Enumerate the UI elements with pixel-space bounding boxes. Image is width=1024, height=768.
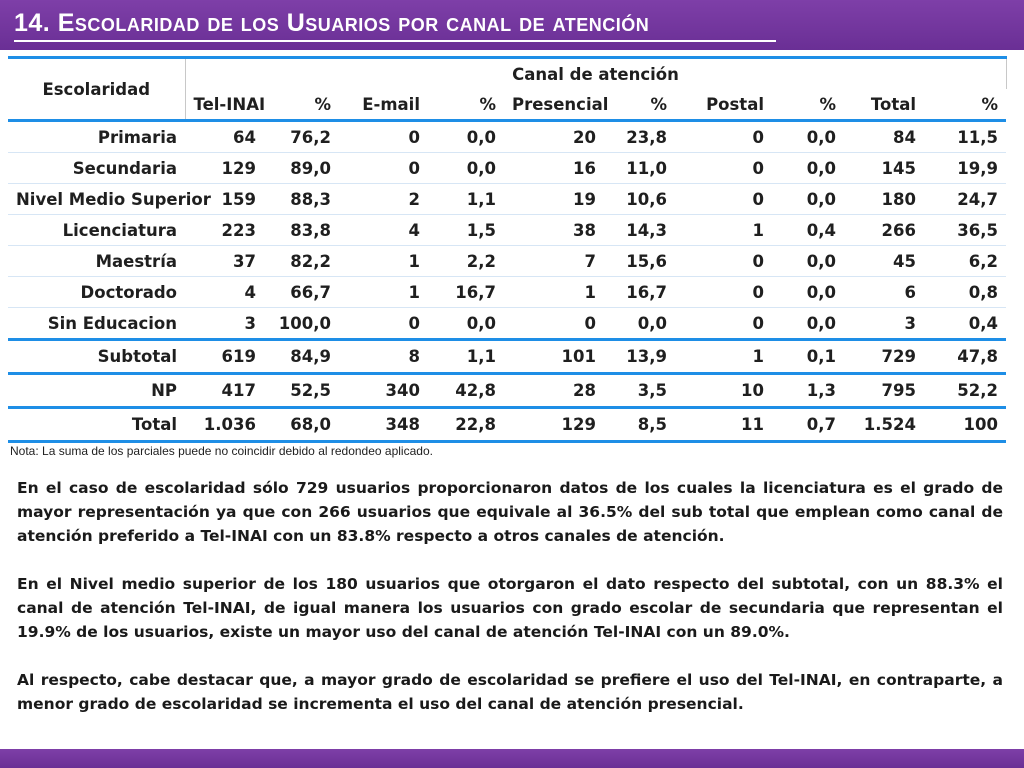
row-label: Subtotal (8, 340, 185, 374)
row-label: Nivel Medio Superior (8, 184, 185, 215)
table-cell: 0 (675, 277, 772, 308)
table-cell: 24,7 (924, 184, 1006, 215)
table-cell: 7 (504, 246, 604, 277)
table-cell: 1,5 (428, 215, 504, 246)
table-cell: 100,0 (278, 313, 331, 333)
table-cell: 0,0 (772, 246, 844, 277)
table-cell: 417 (185, 374, 264, 408)
paragraph-nivel-medio: En el Nivel medio superior de los 180 usuarios que otorgaron el dato respecto del subtotal, con un 88.3% el canal de atención Tel-INAI, de igual manera los usuarios con grado escolar de secundaria que representan el 19.9% de los usuarios, existe un mayor uso del canal de atención Tel-INAI con un 89.0%. (17, 575, 1003, 641)
header-escolaridad: Escolaridad (8, 58, 185, 121)
table-cell: 13,9 (604, 340, 675, 374)
table-cell: 1,1 (428, 184, 504, 215)
table-cell: 1 (339, 246, 428, 277)
table-cell: 0,8 (924, 277, 1006, 308)
table-cell: 14,3 (604, 215, 675, 246)
table-cell: 0,0 (806, 313, 836, 333)
body-text (17, 476, 1003, 716)
table-cell: 0,0 (772, 121, 844, 153)
table-cell: 0,0 (772, 277, 844, 308)
table-cell: 37 (185, 246, 264, 277)
table-cell: 340 (339, 374, 428, 408)
table-cell: 348 (339, 408, 428, 442)
table-cell: 23,8 (604, 121, 675, 153)
table-cell: 52,5 (264, 374, 339, 408)
table-cell: 100 (924, 408, 1006, 442)
escolaridad-table (8, 56, 1007, 443)
column-header: E-mail (339, 89, 428, 121)
table-cell: 0,0 (772, 184, 844, 215)
table-cell: 0 (584, 313, 596, 333)
table-row (8, 408, 1006, 442)
table-cell: 45 (844, 246, 924, 277)
table-cell: 6 (844, 277, 924, 308)
table-cell: 84,9 (264, 340, 339, 374)
table-cell: 83,8 (264, 215, 339, 246)
table-row (8, 308, 1006, 340)
table-cell: 8,5 (604, 408, 675, 442)
table-row (8, 277, 1006, 308)
table-row (8, 153, 1006, 184)
table-cell: 8 (339, 340, 428, 374)
table-cell: 16,7 (604, 277, 675, 308)
column-header: Tel-INAI (185, 89, 264, 121)
table-cell: 89,0 (264, 153, 339, 184)
table-cell: 2,2 (428, 246, 504, 277)
row-label: Doctorado (8, 277, 185, 308)
table-cell: 66,7 (264, 277, 339, 308)
table-cell: 22,8 (428, 408, 504, 442)
table-cell: 0 (339, 121, 428, 153)
table-cell: 38 (504, 215, 604, 246)
table-cell: 0 (675, 153, 772, 184)
table-cell: 68,0 (264, 408, 339, 442)
table-cell: 84 (844, 121, 924, 153)
table-cell: 11 (675, 408, 772, 442)
table-cell: 1,3 (772, 374, 844, 408)
table-cell: 619 (185, 340, 264, 374)
table-cell: 795 (844, 374, 924, 408)
table-cell: 42,8 (428, 374, 504, 408)
table-row (8, 246, 1006, 277)
table-cell: 729 (844, 340, 924, 374)
table-cell: 19 (504, 184, 604, 215)
column-header: Postal (675, 89, 772, 121)
table-cell: 16,7 (428, 277, 504, 308)
table-cell: 64 (185, 121, 264, 153)
table-cell: 180 (844, 184, 924, 215)
table-cell: 16 (504, 153, 604, 184)
table-cell: 6,2 (924, 246, 1006, 277)
table-cell: 1 (675, 215, 772, 246)
page-title: 14. Escolaridad de los Usuarios por canal de atención (14, 9, 650, 37)
table-cell: 3 (904, 313, 916, 333)
table-cell: 0,4 (772, 215, 844, 246)
row-label: Total (8, 408, 185, 442)
table-row (8, 340, 1006, 374)
table-cell: 88,3 (264, 184, 339, 215)
table-cell: 1 (339, 277, 428, 308)
table-cell: 0,0 (637, 313, 667, 333)
row-label: Maestría (8, 246, 185, 277)
table-cell: 0 (408, 313, 420, 333)
header-canal-de-atencion: Canal de atención (185, 58, 1006, 90)
row-label: NP (8, 374, 185, 408)
column-header: % (264, 89, 339, 121)
table-note: Nota: La suma de los parciales puede no coincidir debido al redondeo aplicado. (10, 444, 433, 458)
title-bar (0, 0, 1024, 50)
table-cell: 0,0 (772, 153, 844, 184)
table-cell: 11,0 (604, 153, 675, 184)
table-cell: 0,7 (772, 408, 844, 442)
table-cell: 15,6 (604, 246, 675, 277)
table-cell: 0 (675, 184, 772, 215)
table-cell: 82,2 (264, 246, 339, 277)
table-cell: 0,4 (968, 313, 998, 333)
table-cell: 1.524 (844, 408, 924, 442)
title-underline (14, 40, 776, 42)
table-cell: 1 (504, 277, 604, 308)
escolaridad-table-wrap (8, 56, 1006, 443)
table-cell: 0,1 (772, 340, 844, 374)
table-cell: 28 (504, 374, 604, 408)
table-cell: 4 (339, 215, 428, 246)
table-body (8, 121, 1006, 442)
table-cell: 0,0 (428, 153, 504, 184)
table-cell: 0 (675, 121, 772, 153)
column-header: % (772, 89, 844, 121)
table-cell: 1 (675, 340, 772, 374)
table-cell: 2 (339, 184, 428, 215)
table-row (8, 215, 1006, 246)
table-cell: 223 (185, 215, 264, 246)
table-cell: 36,5 (924, 215, 1006, 246)
table-cell: 20 (504, 121, 604, 153)
table-cell: 3,5 (604, 374, 675, 408)
paragraph-licenciatura: En el caso de escolaridad sólo 729 usuarios proporcionaron datos de los cuales la licenciatura es el grado de mayor representación ya que con 266 usuarios que equivale al 36.5% del sub total que emplean como canal de atención preferido a Tel-INAI con un 83.8% respecto a otros canales de atención. (17, 479, 1003, 545)
table-cell: 11,5 (924, 121, 1006, 153)
table-cell: 3 (244, 313, 256, 333)
column-header: Total (844, 89, 924, 121)
table-cell: 0,0 (466, 313, 496, 333)
column-header: % (924, 89, 1006, 121)
table-cell: 10,6 (604, 184, 675, 215)
table-cell: 266 (844, 215, 924, 246)
table-cell: 52,2 (924, 374, 1006, 408)
table-cell: 101 (504, 340, 604, 374)
row-label: Primaria (8, 121, 185, 153)
table-cell: 1,1 (428, 340, 504, 374)
table-cell: 4 (185, 277, 264, 308)
paragraph-conclusion: Al respecto, cabe destacar que, a mayor grado de escolaridad se prefiere el uso del Tel-INAI, en contraparte, a menor grado de escolaridad se incrementa el uso del canal de atención presencial. (17, 671, 1003, 713)
table-cell: 0 (339, 153, 428, 184)
table-cell: 145 (844, 153, 924, 184)
table-cell: 129 (185, 153, 264, 184)
table-row (8, 121, 1006, 153)
table-cell: 47,8 (924, 340, 1006, 374)
column-header: % (604, 89, 675, 121)
table-cell: 10 (675, 374, 772, 408)
table-row (8, 184, 1006, 215)
table-cell: 76,2 (264, 121, 339, 153)
column-header: Presencial (504, 89, 604, 121)
row-label: Licenciatura (8, 215, 185, 246)
table-cell: 19,9 (924, 153, 1006, 184)
column-header: % (428, 89, 504, 121)
table-row (8, 374, 1006, 408)
table-cell: 1.036 (185, 408, 264, 442)
table-cell: 0 (752, 313, 764, 333)
table-cell: 0 (675, 246, 772, 277)
table-cell: 129 (504, 408, 604, 442)
row-label: Secundaria (8, 153, 185, 184)
table-cell: 159 (185, 184, 264, 215)
row-label: Sin Educacion (47, 313, 177, 333)
table-header-group-row (8, 58, 1006, 90)
table-cell: 0,0 (428, 121, 504, 153)
bottom-bar (0, 749, 1024, 768)
